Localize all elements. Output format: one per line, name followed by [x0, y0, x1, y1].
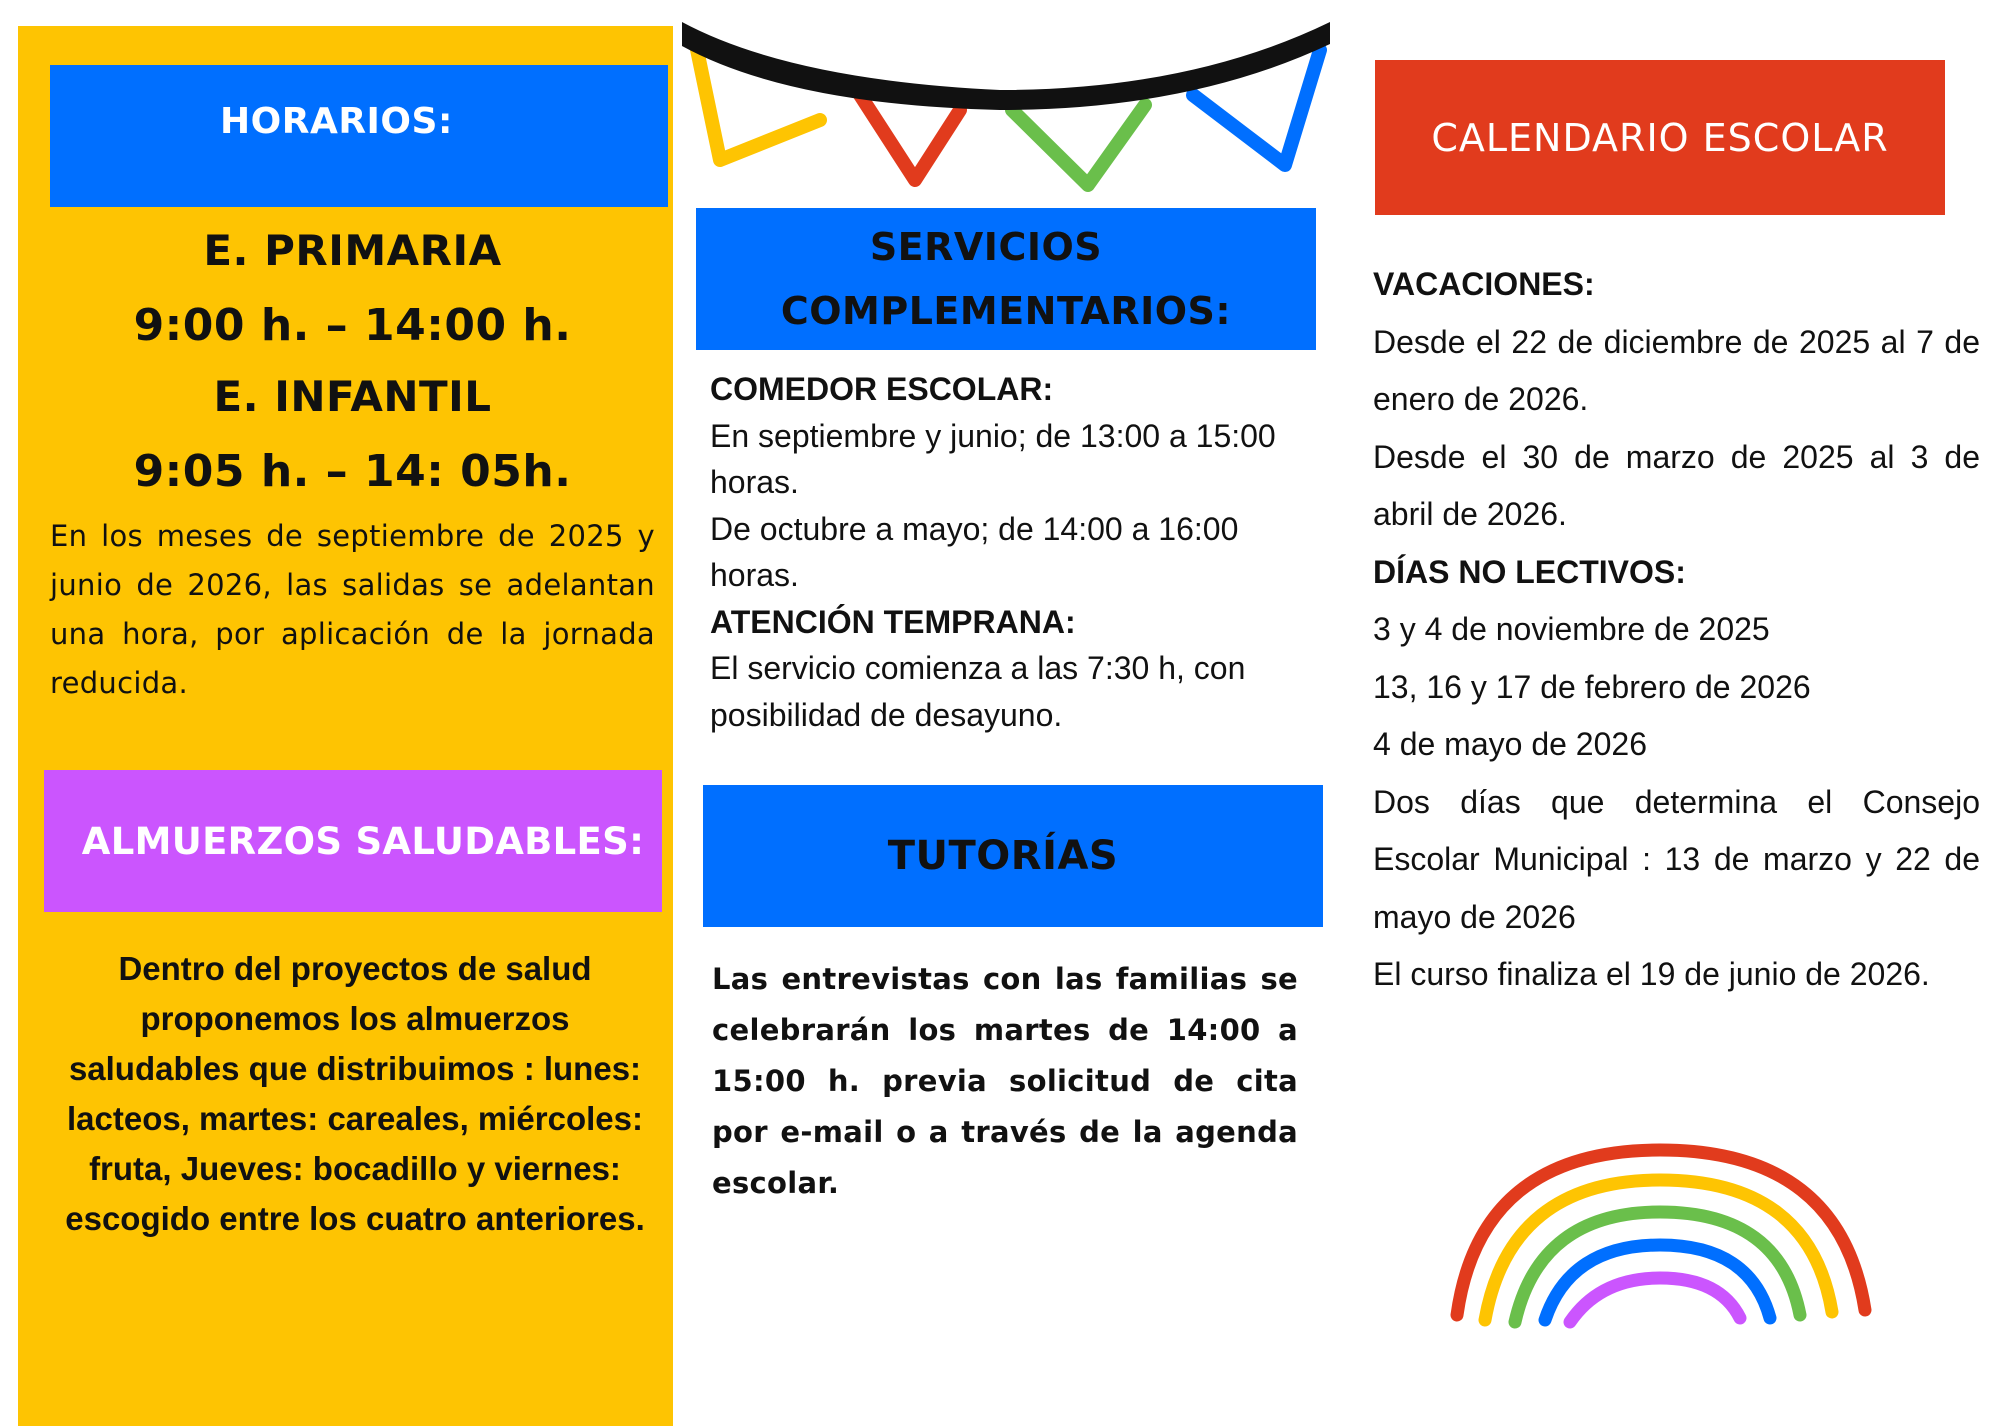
vacaciones-2: Desde el 30 de marzo de 2025 al 3 de abril de 2026.	[1373, 438, 1980, 532]
tutorias-title: TUTORÍAS	[887, 833, 1119, 879]
comedor-line2: De octubre a mayo; de 14:00 a 16:00 horas.	[710, 510, 1239, 593]
calendario-text	[1373, 256, 1980, 1004]
vacaciones-1: Desde el 22 de diciembre de 2025 al 7 de enero de 2026.	[1373, 323, 1980, 417]
almuerzos-text: Dentro del proyectos de salud proponemos los almuerzos saludables que distribuimos : lunes: lacteos, martes: careales, miércoles: fruta, Jueves: bocadillo y viernes: escogido entre los cuatro anteriores.	[65, 950, 645, 1237]
no-lectivo-2: 13, 16 y 17 de febrero de 2026	[1373, 668, 1811, 705]
rainbow-icon	[1440, 1140, 1880, 1340]
atencion-text: El servicio comienza a las 7:30 h, con posibilidad de desayuno.	[710, 650, 1246, 733]
primaria-time: 9:00 h. – 14:00 h.	[133, 300, 572, 351]
consejo-text: Dos días que determina el Consejo Escolar Municipal : 13 de marzo y 22 de mayo de 2026	[1373, 783, 1980, 935]
servicios-text	[710, 366, 1300, 738]
horarios-header	[50, 65, 668, 207]
primaria-label: E. PRIMARIA	[203, 226, 502, 275]
no-lectivo-1: 3 y 4 de noviembre de 2025	[1373, 611, 1770, 647]
horarios-title: HORARIOS:	[220, 100, 453, 142]
servicios-title-line1: SERVICIOS	[869, 225, 1103, 269]
rainbow-purple-icon	[1570, 1278, 1740, 1322]
no-lectivos-heading: DÍAS NO LECTIVOS:	[1373, 553, 1686, 590]
comedor-heading: COMEDOR ESCOLAR:	[710, 371, 1054, 407]
tutorias-header	[703, 785, 1323, 927]
garland-string-icon	[682, 22, 1330, 110]
calendario-title: CALENDARIO ESCOLAR	[1431, 115, 1889, 160]
servicios-title	[781, 215, 1231, 343]
calendario-header	[1375, 60, 1945, 215]
servicios-title-line2: COMPLEMENTARIOS:	[780, 289, 1232, 333]
flag-green-icon	[1012, 105, 1145, 185]
servicios-header	[696, 208, 1316, 350]
comedor-line1: En septiembre y junio; de 13:00 a 15:00 horas.	[710, 417, 1276, 500]
flag-red-icon	[860, 95, 960, 180]
fin-curso: El curso finaliza el 19 de junio de 2026.	[1373, 956, 1930, 992]
no-lectivo-3: 4 de mayo de 2026	[1373, 726, 1647, 762]
atencion-heading: ATENCIÓN TEMPRANA:	[710, 603, 1076, 640]
tutorias-text: Las entrevistas con las familias se celebrarán los martes de 14:00 a 15:00 h. previa solicitud de cita por e-mail o a través de la agenda escolar.	[712, 962, 1298, 1200]
almuerzos-header	[44, 770, 662, 912]
almuerzos-title: ALMUERZOS SALUDABLES:	[81, 819, 645, 863]
infantil-label: E. INFANTIL	[213, 372, 492, 421]
horario-note: En los meses de septiembre de 2025 y junio de 2026, las salidas se adelantan una hora, por aplicación de la jornada reducida.	[50, 519, 655, 700]
infantil-time: 9:05 h. – 14: 05h.	[133, 446, 572, 497]
vacaciones-heading: VACACIONES:	[1373, 266, 1595, 302]
bunting-garland-icon	[670, 10, 1340, 195]
